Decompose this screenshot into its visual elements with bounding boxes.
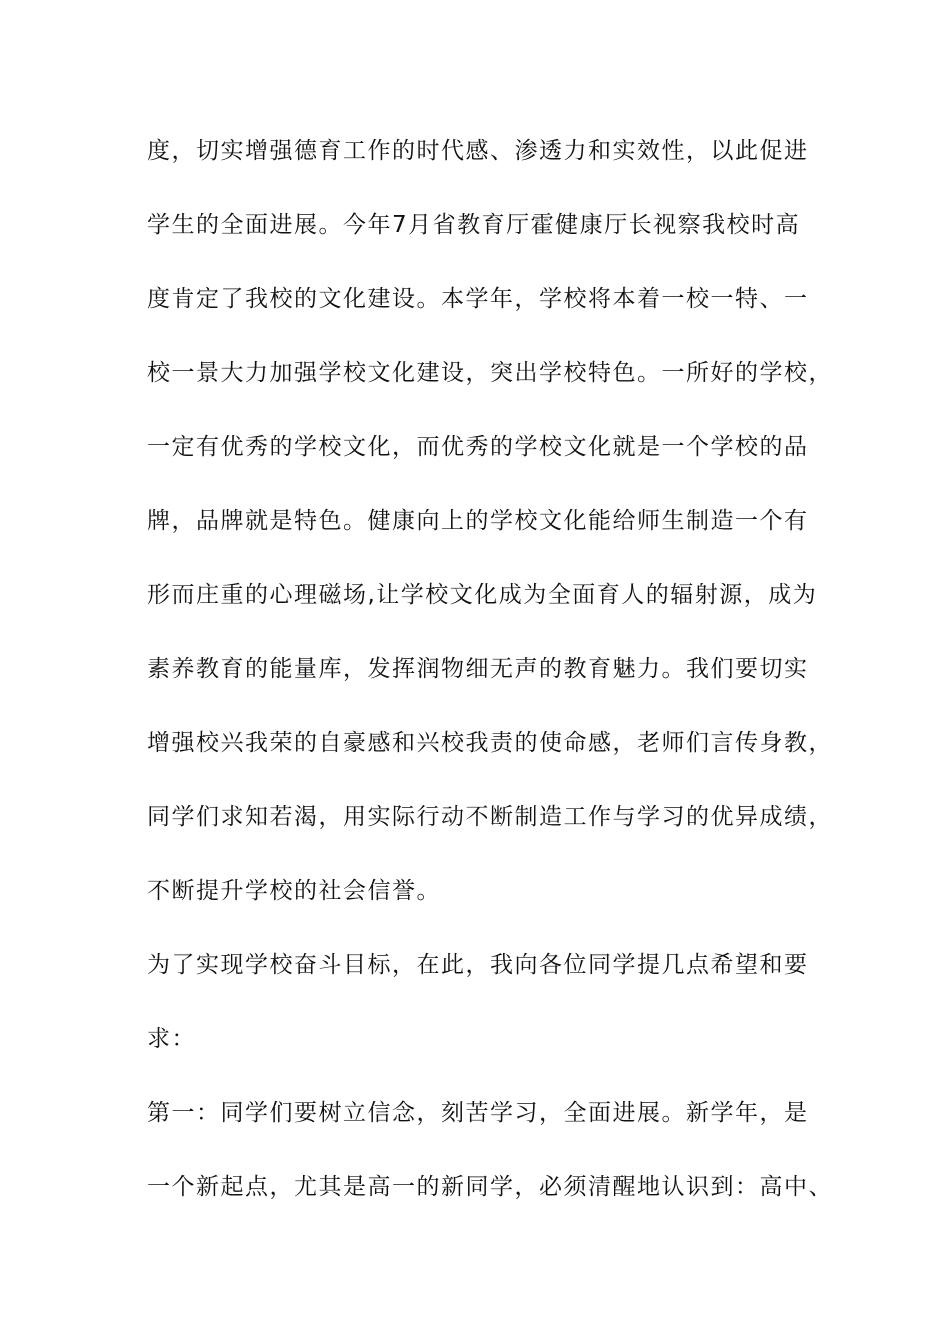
text-line: 牌，品牌就是特色。健康向上的学校文化能给师生制造一个有: [147, 508, 809, 534]
text-line: 一个新起点，尤其是高一的新同学，必须清醒地认识到：高中、: [147, 1174, 833, 1200]
text-line: 第一：同学们要树立信念，刻苦学习，全面进展。新学年，是: [147, 1100, 809, 1126]
text-line: 增强校兴我荣的自豪感和兴校我责的使命感，老师们言传身教，: [147, 730, 833, 756]
text-line: 为了实现学校奋斗目标，在此，我向各位同学提几点希望和要: [147, 952, 809, 978]
text-line: 同学们求知若渴，用实际行动不断制造工作与学习的优异成绩，: [147, 804, 833, 830]
text-line: 度肯定了我校的文化建设。本学年，学校将本着一校一特、一: [147, 286, 809, 312]
text-line: 度，切实增强德育工作的时代感、渗透力和实效性，以此促进: [147, 138, 809, 164]
text-line: 学生的全面进展。今年7月省教育厅霍健康厅长视察我校时高: [147, 212, 801, 238]
text-line: 不断提升学校的社会信誉。: [147, 878, 441, 904]
text-line: 一定有优秀的学校文化，而优秀的学校文化就是一个学校的品: [147, 434, 809, 460]
text-line: 形而庄重的心理磁场,让学校文化成为全面育人的辐射源，成为: [147, 582, 818, 608]
text-line: 求：: [147, 1026, 196, 1052]
text-line: 校一景大力加强学校文化建设，突出学校特色。一所好的学校，: [147, 360, 833, 386]
text-line: 素养教育的能量库，发挥润物细无声的教育魅力。我们要切实: [147, 656, 809, 682]
body-text: [147, 128, 837, 1238]
